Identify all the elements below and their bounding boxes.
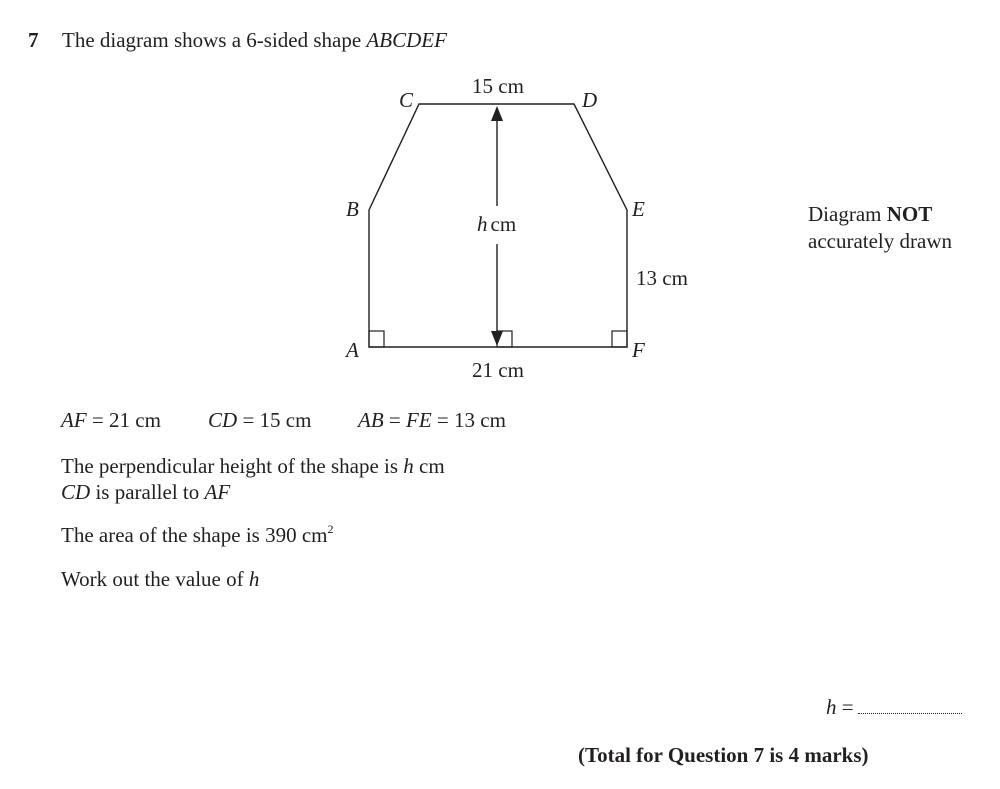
height-label-var: h	[477, 212, 488, 236]
intro-shape-name: ABCDEF	[366, 28, 447, 52]
parallel-af: AF	[204, 480, 231, 504]
height-statement	[61, 454, 445, 479]
parallel-text: is parallel to	[90, 480, 205, 504]
parallel-statement	[61, 480, 230, 505]
area-superscript: 2	[327, 522, 334, 536]
parallel-cd: CD	[61, 480, 91, 504]
vertex-label-b: B	[346, 197, 359, 221]
answer-field[interactable]	[858, 695, 962, 714]
intro-text: The diagram shows a 6-sided shape	[62, 28, 367, 52]
given-af-label: AF	[61, 408, 87, 432]
work-text: Work out the value of	[61, 567, 249, 591]
note-text-line2: accurately drawn	[808, 229, 952, 253]
question-number: 7	[28, 28, 39, 52]
answer-eq: =	[836, 695, 854, 719]
right-angle-marker-f	[612, 331, 627, 347]
given-ab-fe	[358, 408, 506, 433]
height-label-unit: cm	[490, 212, 517, 236]
work-var: h	[248, 567, 260, 591]
work-out-instruction	[61, 567, 259, 592]
diagram-note	[808, 201, 952, 255]
given-cd-value: = 15 cm	[237, 408, 312, 432]
area-statement	[61, 523, 333, 548]
vertex-label-d: D	[582, 88, 598, 112]
given-ab-label: AB	[358, 408, 384, 432]
side-length-label: 13 cm	[636, 266, 688, 290]
vertex-label-c: C	[399, 88, 414, 112]
total-marks: (Total for Question 7 is 4 marks)	[578, 743, 869, 767]
note-text: Diagram	[808, 202, 887, 226]
answer-line	[826, 695, 962, 720]
given-af	[61, 408, 161, 433]
given-eq: =	[383, 408, 406, 432]
height-label	[477, 212, 516, 236]
given-cd	[208, 408, 311, 433]
given-af-value: = 21 cm	[86, 408, 161, 432]
answer-var: h	[826, 695, 837, 719]
right-angle-marker-a	[369, 331, 384, 347]
note-bold-text: NOT	[886, 202, 933, 226]
vertex-label-a: A	[346, 338, 359, 362]
vertex-label-f: F	[632, 338, 645, 362]
arrow-up-icon	[491, 106, 503, 121]
height-statement-text: The perpendicular height of the shape is	[61, 454, 404, 478]
area-text: The area of the shape is 390 cm	[61, 523, 328, 547]
height-statement-var: h	[403, 454, 414, 478]
bottom-length-label: 21 cm	[472, 358, 524, 382]
given-fe-label: FE	[406, 408, 432, 432]
given-fe-value: = 13 cm	[431, 408, 506, 432]
vertex-label-e: E	[632, 197, 645, 221]
height-statement-unit: cm	[413, 454, 445, 478]
arrow-down-icon	[491, 331, 503, 346]
given-cd-label: CD	[208, 408, 238, 432]
top-length-label: 15 cm	[472, 74, 524, 98]
